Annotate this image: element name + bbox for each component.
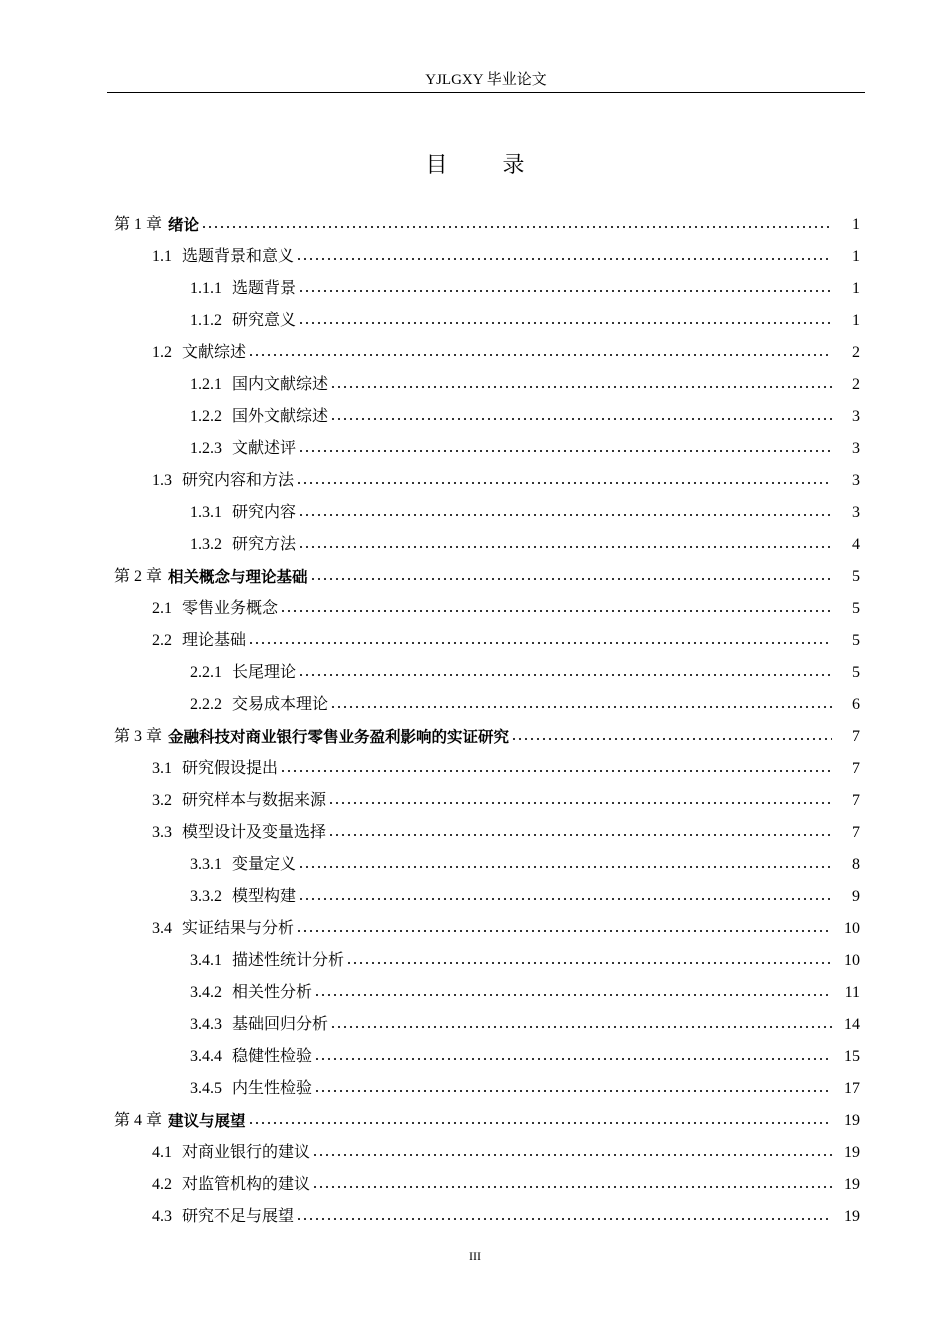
- toc-entry-page: 15: [844, 1048, 860, 1065]
- toc-entry[interactable]: [0, 1105, 950, 1137]
- toc-entry-title: 理论基础: [182, 632, 247, 649]
- toc-dot-leader: [296, 473, 832, 493]
- toc-entry-page: 2: [852, 376, 860, 393]
- toc-dot-leader: [314, 985, 832, 1005]
- toc-dot-leader: [314, 1081, 832, 1101]
- toc-dot-leader: [298, 889, 832, 909]
- toc-entry-title: 模型构建: [232, 888, 297, 905]
- toc-entry[interactable]: [0, 913, 950, 945]
- toc-entry-title: 选题背景和意义: [182, 248, 295, 265]
- toc-entry-page: 1: [852, 312, 860, 329]
- toc-dot-leader: [328, 825, 832, 845]
- toc-entry-number: 4.1: [152, 1144, 172, 1161]
- toc-dot-leader: [248, 345, 832, 365]
- toc-entry[interactable]: [0, 849, 950, 881]
- toc-entry[interactable]: [0, 593, 950, 625]
- toc-entry-number: 1.3.2: [190, 536, 222, 553]
- toc-entry-number: 3.3: [152, 824, 172, 841]
- toc-entry[interactable]: [0, 1137, 950, 1169]
- toc-dot-leader: [296, 249, 832, 269]
- toc-entry[interactable]: [0, 657, 950, 689]
- toc-dot-leader: [201, 217, 832, 237]
- toc-entry-title: 国外文献综述: [232, 408, 329, 425]
- toc-entry-page: 3: [852, 504, 860, 521]
- toc-entry-page: 5: [852, 600, 860, 617]
- toc-dot-leader: [330, 409, 832, 429]
- toc-entry[interactable]: [0, 689, 950, 721]
- toc-entry-page: 19: [844, 1208, 860, 1225]
- toc-entry-number: 4.2: [152, 1176, 172, 1193]
- toc-entry-title: 零售业务概念: [182, 600, 279, 617]
- toc-entry[interactable]: [0, 433, 950, 465]
- toc-entry-title: 研究样本与数据来源: [182, 792, 327, 809]
- toc-dot-leader: [280, 601, 832, 621]
- toc-entry-page: 1: [852, 216, 860, 233]
- toc-dot-leader: [511, 729, 832, 749]
- toc-entry-number: 3.4: [152, 920, 172, 937]
- toc-entry-page: 14: [844, 1016, 860, 1033]
- toc-entry-title: 选题背景: [232, 280, 297, 297]
- toc-entry-number: 1.1.2: [190, 312, 222, 329]
- toc-entry[interactable]: [0, 1169, 950, 1201]
- toc-entry-number: 2.1: [152, 600, 172, 617]
- toc-dot-leader: [298, 537, 832, 557]
- toc-entry[interactable]: [0, 1073, 950, 1105]
- toc-dot-leader: [296, 1209, 832, 1229]
- toc-entry-title: 对监管机构的建议: [182, 1176, 311, 1193]
- toc-entry-number: 3.3.2: [190, 888, 222, 905]
- toc-dot-leader: [248, 1113, 832, 1133]
- table-of-contents: [0, 209, 950, 1233]
- footer-page-number: III: [469, 1249, 481, 1263]
- toc-dot-leader: [298, 665, 832, 685]
- toc-entry-number: 1.3.1: [190, 504, 222, 521]
- toc-entry-page: 3: [852, 440, 860, 457]
- toc-entry-title: 实证结果与分析: [182, 920, 295, 937]
- toc-entry-page: 8: [852, 856, 860, 873]
- toc-entry[interactable]: [0, 785, 950, 817]
- toc-entry-number: 第 3 章: [114, 728, 163, 745]
- toc-entry[interactable]: [0, 241, 950, 273]
- toc-entry-page: 11: [844, 984, 860, 1001]
- toc-entry-title: 研究假设提出: [182, 760, 279, 777]
- toc-entry[interactable]: [0, 209, 950, 241]
- toc-dot-leader: [330, 697, 832, 717]
- toc-entry-page: 7: [852, 824, 860, 841]
- toc-dot-leader: [310, 569, 832, 589]
- toc-entry-page: 10: [844, 952, 860, 969]
- toc-entry[interactable]: [0, 529, 950, 561]
- toc-entry[interactable]: [0, 881, 950, 913]
- toc-entry-number: 2.2.2: [190, 696, 222, 713]
- toc-entry-title: 内生性检验: [232, 1080, 313, 1097]
- toc-dot-leader: [314, 1049, 832, 1069]
- toc-entry-page: 7: [852, 760, 860, 777]
- toc-entry[interactable]: [0, 497, 950, 529]
- toc-entry[interactable]: [0, 753, 950, 785]
- toc-entry-title: 文献述评: [232, 440, 297, 457]
- toc-entry-number: 1.3: [152, 472, 172, 489]
- toc-entry[interactable]: [0, 401, 950, 433]
- toc-entry-title: 对商业银行的建议: [182, 1144, 311, 1161]
- toc-entry-number: 3.4.4: [190, 1048, 222, 1065]
- toc-entry[interactable]: [0, 1041, 950, 1073]
- toc-entry-number: 1.2.2: [190, 408, 222, 425]
- toc-entry-title: 国内文献综述: [232, 376, 329, 393]
- toc-entry[interactable]: [0, 369, 950, 401]
- toc-entry[interactable]: [0, 817, 950, 849]
- toc-entry-number: 2.2.1: [190, 664, 222, 681]
- toc-entry[interactable]: [0, 721, 950, 753]
- toc-entry-number: 3.2: [152, 792, 172, 809]
- toc-entry-number: 3.4.3: [190, 1016, 222, 1033]
- toc-entry-number: 1.2: [152, 344, 172, 361]
- toc-entry-page: 7: [852, 792, 860, 809]
- toc-entry-page: 7: [852, 728, 860, 745]
- toc-entry[interactable]: [0, 1201, 950, 1233]
- toc-dot-leader: [346, 953, 832, 973]
- toc-entry-title: 研究不足与展望: [182, 1208, 295, 1225]
- toc-entry[interactable]: [0, 1009, 950, 1041]
- toc-entry-title: 建议与展望: [168, 1112, 246, 1130]
- toc-entry-title: 交易成本理论: [232, 696, 329, 713]
- toc-entry-page: 5: [852, 632, 860, 649]
- toc-entry-page: 1: [852, 280, 860, 297]
- toc-entry[interactable]: [0, 945, 950, 977]
- toc-dot-leader: [298, 505, 832, 525]
- toc-entry-page: 3: [852, 408, 860, 425]
- toc-entry[interactable]: [0, 561, 950, 593]
- toc-entry-title: 研究方法: [232, 536, 297, 553]
- toc-dot-leader: [280, 761, 832, 781]
- toc-dot-leader: [312, 1177, 832, 1197]
- toc-entry-number: 1.1.1: [190, 280, 222, 297]
- toc-dot-leader: [296, 921, 832, 941]
- toc-entry-number: 第 1 章: [114, 216, 163, 233]
- toc-dot-leader: [298, 441, 832, 461]
- toc-entry-page: 9: [852, 888, 860, 905]
- toc-entry-title: 变量定义: [232, 856, 297, 873]
- toc-dot-leader: [298, 281, 832, 301]
- toc-dot-leader: [248, 633, 832, 653]
- toc-entry-number: 2.2: [152, 632, 172, 649]
- toc-title: 目 录: [425, 153, 549, 178]
- toc-entry-title: 绪论: [168, 216, 200, 234]
- toc-entry-number: 3.3.1: [190, 856, 222, 873]
- toc-entry-title: 相关概念与理论基础: [168, 568, 308, 586]
- toc-entry-title: 稳健性检验: [232, 1048, 313, 1065]
- toc-entry-page: 10: [844, 920, 860, 937]
- toc-entry-page: 5: [852, 568, 860, 585]
- toc-entry-title: 长尾理论: [232, 664, 297, 681]
- toc-entry-page: 2: [852, 344, 860, 361]
- toc-entry-title: 模型设计及变量选择: [182, 824, 327, 841]
- running-header: YJLGXY 毕业论文: [107, 70, 865, 93]
- toc-entry-title: 相关性分析: [232, 984, 313, 1001]
- toc-entry-title: 金融科技对商业银行零售业务盈利影响的实证研究: [168, 728, 510, 746]
- toc-entry-number: 1.2.3: [190, 440, 222, 457]
- toc-entry-page: 3: [852, 472, 860, 489]
- toc-entry[interactable]: [0, 465, 950, 497]
- toc-entry-title: 文献综述: [182, 344, 247, 361]
- toc-entry-number: 第 2 章: [114, 568, 163, 585]
- toc-entry[interactable]: [0, 305, 950, 337]
- toc-entry[interactable]: [0, 625, 950, 657]
- toc-dot-leader: [298, 313, 832, 333]
- toc-dot-leader: [328, 793, 832, 813]
- toc-entry-page: 19: [844, 1144, 860, 1161]
- toc-dot-leader: [312, 1145, 832, 1165]
- toc-entry-number: 1.2.1: [190, 376, 222, 393]
- toc-entry-page: 17: [844, 1080, 860, 1097]
- toc-dot-leader: [298, 857, 832, 877]
- toc-entry-title: 基础回归分析: [232, 1016, 329, 1033]
- toc-entry-title: 研究意义: [232, 312, 297, 329]
- toc-entry-number: 3.4.2: [190, 984, 222, 1001]
- toc-entry-page: 5: [852, 664, 860, 681]
- toc-entry-number: 1.1: [152, 248, 172, 265]
- toc-entry-page: 19: [844, 1112, 860, 1129]
- toc-entry-number: 3.4.1: [190, 952, 222, 969]
- toc-entry-page: 1: [852, 248, 860, 265]
- toc-entry-number: 3.1: [152, 760, 172, 777]
- toc-entry-page: 6: [852, 696, 860, 713]
- toc-entry[interactable]: [0, 273, 950, 305]
- toc-entry-title: 研究内容: [232, 504, 297, 521]
- toc-entry[interactable]: [0, 977, 950, 1009]
- toc-entry-title: 描述性统计分析: [232, 952, 345, 969]
- toc-dot-leader: [330, 377, 832, 397]
- toc-entry[interactable]: [0, 337, 950, 369]
- toc-entry-number: 4.3: [152, 1208, 172, 1225]
- toc-entry-page: 19: [844, 1176, 860, 1193]
- toc-entry-title: 研究内容和方法: [182, 472, 295, 489]
- toc-entry-number: 第 4 章: [114, 1112, 163, 1129]
- toc-entry-number: 3.4.5: [190, 1080, 222, 1097]
- toc-dot-leader: [330, 1017, 832, 1037]
- toc-entry-page: 4: [852, 536, 860, 553]
